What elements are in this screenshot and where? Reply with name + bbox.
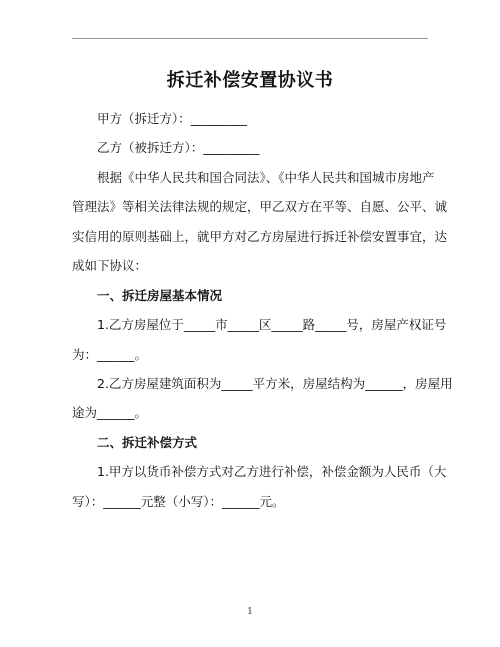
intro-line: 实信用的原则基础上，就甲方对乙方房屋进行拆迁补偿安置事宜，达 <box>72 229 448 244</box>
intro-line: 根据《中华人民共和国合同法》、《中华人民共和国城市房地产 <box>97 170 435 185</box>
header-rule <box>72 38 428 39</box>
intro-line: 管理法》等相关法律法规的规定，甲乙双方在平等、自愿、公平、诚 <box>72 199 448 214</box>
section-heading: 二、拆迁补偿方式 <box>97 435 198 450</box>
clause-line: 2.乙方房屋建筑面积为_____平方米，房屋结构为______，房屋用 <box>97 376 453 391</box>
clause-line: 途为______。 <box>72 405 148 420</box>
party-a-line: 甲方（拆迁方）：_________ <box>97 111 248 126</box>
section-heading: 一、拆迁房屋基本情况 <box>97 288 223 303</box>
party-b-line: 乙方（被拆迁方）：_________ <box>97 140 260 155</box>
clause-line: 1.乙方房屋位于_____市_____区_____路_____号，房屋产权证号 <box>97 317 447 332</box>
clause-line: 为：______。 <box>72 347 148 362</box>
intro-line: 成如下协议： <box>72 258 148 273</box>
clause-line: 1.甲方以货币补偿方式对乙方进行补偿，补偿金额为人民币（大 <box>97 464 447 479</box>
clause-line: 写）：______元整（小写）：______元。 <box>72 494 285 509</box>
page-number: 1 <box>247 607 253 617</box>
document-title: 拆迁补偿安置协议书 <box>166 70 334 91</box>
